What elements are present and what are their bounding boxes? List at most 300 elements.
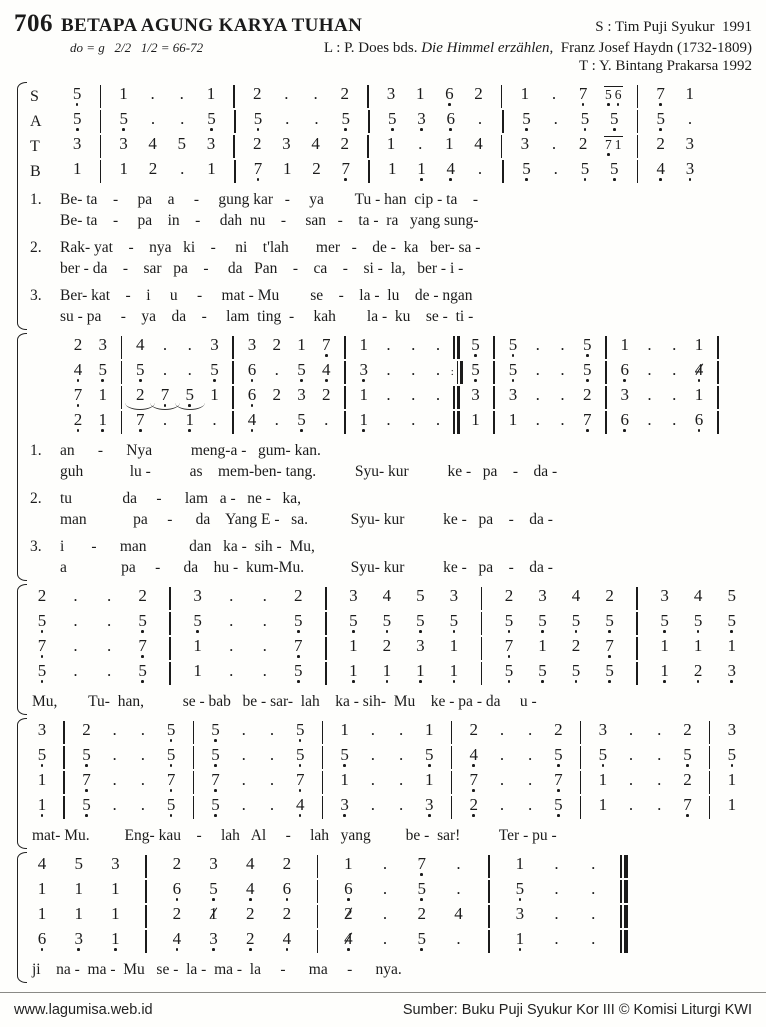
note-digit: 4 — [247, 410, 257, 429]
dot — [512, 354, 515, 357]
duration-dot — [275, 110, 299, 133]
octave-dot-below — [663, 679, 666, 684]
octave-dot-below — [141, 629, 144, 634]
octave-dot-below — [575, 679, 578, 684]
dot — [41, 948, 44, 951]
dot — [141, 655, 144, 658]
note-digit: . — [386, 385, 391, 404]
duration-dot — [103, 796, 127, 819]
note-cell — [408, 612, 432, 635]
note-cell — [314, 386, 338, 409]
duration-dot — [203, 411, 227, 434]
note-cell — [203, 361, 227, 384]
note-digit: 5 — [538, 661, 547, 680]
note-digit: 5 — [341, 109, 350, 128]
note-digit: 1 — [209, 904, 218, 923]
note-cell — [186, 612, 210, 635]
note-cell — [687, 386, 711, 409]
note-cell — [30, 905, 54, 928]
note-digit: . — [150, 109, 156, 128]
note-cell — [30, 930, 54, 953]
octave-dot-below — [575, 629, 578, 634]
voice-row — [30, 880, 630, 903]
bar-line — [483, 905, 495, 928]
dot — [299, 814, 302, 817]
duration-dot — [141, 85, 165, 108]
bar-line — [316, 746, 328, 769]
duration-dot — [153, 361, 177, 384]
octave-dot-below — [557, 788, 560, 793]
note-digit: 1 — [37, 879, 47, 898]
bar-line — [228, 135, 240, 158]
note-digit: . — [382, 879, 388, 898]
dot — [101, 429, 104, 432]
note-cell — [333, 85, 357, 108]
note-digit: 4 — [446, 159, 455, 178]
bar-line — [227, 386, 239, 409]
bar-line — [140, 855, 152, 878]
note-cell — [497, 612, 521, 635]
note-cell — [598, 662, 622, 685]
octave-dot-below — [582, 102, 585, 107]
page-title: BETAPA AGUNG KARYA TUHAN — [61, 15, 363, 36]
duration-dot — [377, 336, 401, 359]
note-digit: 1 — [74, 904, 83, 923]
note-digit: . — [411, 335, 416, 354]
octave-dot-below — [541, 629, 544, 634]
note-cell — [202, 930, 226, 953]
hymn-number: 706 — [14, 10, 53, 37]
octave-dot-below — [300, 378, 303, 383]
note-cell — [286, 587, 310, 610]
lyric-line: Mu, Tu- han, se - bab be - sar- lah ka - sih- Mu ke - pa - da u - — [32, 693, 537, 710]
lyric-group — [30, 691, 752, 712]
note-cell — [515, 110, 539, 133]
duration-dot — [662, 411, 686, 434]
note-digit: 2 — [340, 84, 349, 103]
octave-dot-below — [251, 403, 254, 408]
attribution-lagu: L : P. Does bds. Die Himmel erzählen, Franz Josef Haydn (1732-1809) — [323, 40, 752, 56]
dot — [257, 128, 260, 131]
note-digit: . — [241, 770, 246, 789]
octave-dot-below — [176, 947, 179, 952]
note-cell — [30, 746, 54, 769]
note-cell — [602, 110, 626, 133]
voice-label: T — [30, 137, 40, 155]
note-cell — [103, 855, 127, 878]
note-digit: 3 — [349, 586, 358, 605]
dot — [698, 379, 701, 382]
note-digit: 1 — [74, 879, 83, 898]
octave-dot-below — [474, 378, 477, 383]
dot — [386, 680, 389, 683]
note-digit: 5 — [605, 661, 614, 680]
bar-line — [632, 110, 644, 133]
dot — [508, 630, 511, 633]
note-cell — [686, 637, 710, 660]
dot — [76, 103, 79, 106]
note-digit: 2 — [282, 854, 292, 873]
overline-group — [604, 136, 624, 157]
octave-dot-below — [731, 763, 734, 768]
duration-dot — [219, 587, 243, 610]
note-digit: . — [657, 745, 662, 764]
voice-row — [30, 855, 630, 878]
duration-dot — [265, 411, 289, 434]
note-digit: . — [528, 770, 533, 789]
duration-dot — [638, 336, 662, 359]
duration-dot — [638, 386, 662, 409]
note-digit: 4 — [245, 879, 255, 898]
note-cell — [165, 855, 189, 878]
voice-row — [30, 411, 724, 434]
note-digit: 2 — [683, 720, 692, 739]
octave-dot-below — [76, 127, 79, 132]
dot — [608, 630, 611, 633]
bar-line — [320, 662, 332, 685]
octave-dot-below — [41, 654, 44, 659]
note-digit: . — [418, 134, 423, 153]
octave-dot-below — [286, 897, 289, 902]
bar-line — [600, 386, 612, 409]
note-cell — [203, 336, 227, 359]
dot — [582, 103, 585, 106]
note-digit: 3 — [98, 335, 107, 354]
note-digit: 5 — [508, 360, 518, 379]
note-digit: 4 — [693, 586, 703, 605]
dot — [85, 764, 88, 767]
duration-dot — [232, 771, 256, 794]
note-digit: 7 — [82, 770, 91, 789]
note-cell — [67, 905, 91, 928]
duration-dot — [131, 721, 155, 744]
note-digit: . — [180, 159, 185, 178]
duration-dot — [219, 612, 243, 635]
octave-dot-below — [325, 378, 328, 383]
octave-dot-below — [77, 403, 80, 408]
note-cell — [103, 930, 127, 953]
note-cell — [336, 930, 360, 953]
note-cell — [513, 135, 537, 158]
duration-dot — [232, 721, 256, 744]
note-digit: 4 — [282, 929, 292, 948]
note-digit: 4 — [382, 586, 392, 605]
dot — [663, 680, 666, 683]
note-digit: 2 — [312, 159, 321, 178]
bar-line — [483, 930, 495, 953]
note-cell — [314, 336, 338, 359]
note-digit: . — [535, 385, 540, 404]
duration-dot — [619, 746, 643, 769]
note-cell — [675, 746, 699, 769]
bar-line — [320, 637, 332, 660]
bar-line — [164, 662, 176, 685]
note-digit: . — [554, 879, 559, 898]
note-digit: . — [647, 360, 652, 379]
note-digit: 1 — [193, 661, 202, 680]
note-digit: . — [269, 720, 275, 739]
duration-dot — [232, 796, 256, 819]
lyric-line: ber - da - sar pa - da Pan - ca - si - la, ber - i - — [60, 260, 464, 277]
note-digit: . — [73, 661, 78, 680]
note-cell — [508, 855, 532, 878]
note-digit: 1 — [660, 661, 669, 680]
note-digit: . — [560, 385, 565, 404]
note-digit: 2 — [136, 385, 145, 404]
bar-line — [312, 880, 324, 903]
duration-dot — [219, 662, 243, 685]
octave-dot-below — [214, 813, 217, 818]
note-digit: 5 — [504, 611, 514, 630]
note-digit: . — [398, 770, 404, 789]
note-digit: 3 — [425, 795, 434, 814]
note-cell — [613, 361, 637, 384]
lyric-lines — [60, 536, 752, 578]
bar-line — [712, 386, 724, 409]
note-cell — [111, 135, 135, 158]
bar-line — [227, 411, 239, 434]
duration-dot — [260, 771, 284, 794]
octave-dot-below — [249, 897, 252, 902]
dot — [474, 379, 477, 382]
bar-line — [712, 411, 724, 434]
octave-dot-below — [519, 947, 522, 952]
dot — [325, 379, 328, 382]
dot — [472, 789, 475, 792]
octave-dot-below — [586, 378, 589, 383]
note-digit: 5 — [82, 745, 91, 764]
note-cell — [410, 880, 434, 903]
note-cell — [442, 587, 466, 610]
note-digit: . — [553, 159, 558, 178]
note-digit: 1 — [727, 795, 737, 814]
note-digit: 3 — [515, 904, 525, 923]
lyric-lines — [60, 440, 752, 482]
note-digit: 5 — [211, 795, 220, 814]
note-cell — [720, 796, 744, 819]
note-digit: 7 — [578, 84, 588, 103]
duration-dot — [253, 587, 277, 610]
attribution-terjemahan: T : Y. Bintang Prakarsa 1992 — [578, 58, 752, 74]
verse-number: 1. — [30, 191, 42, 208]
duration-dot — [170, 160, 194, 183]
note-cell — [564, 587, 588, 610]
note-digit: . — [411, 385, 416, 404]
note-digit: 4 — [295, 795, 305, 814]
dot — [214, 814, 217, 817]
note-cell — [442, 612, 466, 635]
octave-dot-below — [508, 679, 511, 684]
note-cell — [380, 110, 404, 133]
note-cell — [341, 612, 365, 635]
note-digit: 2 — [340, 134, 349, 153]
note-digit: 3 — [416, 636, 425, 655]
dot — [249, 948, 252, 951]
note-digit: . — [162, 410, 168, 429]
note-digit: . — [477, 109, 483, 128]
bar-line — [228, 85, 240, 108]
duration-dot — [518, 796, 542, 819]
note-cell — [91, 386, 115, 409]
note-digit: 7 — [469, 770, 478, 789]
note-digit: . — [386, 410, 391, 429]
note-cell — [341, 662, 365, 685]
voice-row — [30, 386, 724, 409]
octave-dot-below — [299, 813, 302, 818]
octave-dot-below — [512, 378, 515, 383]
dot — [608, 680, 611, 683]
bar-line — [58, 771, 70, 794]
dot — [214, 789, 217, 792]
voice-row — [30, 746, 744, 769]
note-cell — [91, 361, 115, 384]
note-cell — [30, 721, 54, 744]
duration-dot — [662, 386, 686, 409]
note-digit: 7 — [656, 84, 665, 103]
lyric-group — [30, 440, 752, 482]
note-digit: . — [370, 795, 375, 814]
duration-dot — [131, 746, 155, 769]
octave-dot-below — [613, 177, 616, 182]
note-digit: . — [140, 770, 145, 789]
lyric-line: i - man dan ka - sih - Mu, — [60, 538, 315, 555]
octave-dot-below — [214, 738, 217, 743]
note-digit: 3 — [660, 586, 669, 605]
dot — [77, 404, 80, 407]
note-digit: . — [187, 360, 192, 379]
dot — [730, 630, 733, 633]
note-digit: 5 — [253, 109, 263, 128]
note-cell — [334, 110, 358, 133]
note-digit: 2 — [172, 854, 182, 873]
duration-dot — [526, 411, 550, 434]
note-cell — [464, 361, 488, 384]
bar-line — [187, 796, 199, 819]
duration-dot — [518, 771, 542, 794]
bar-line — [600, 336, 612, 359]
note-digit: 3 — [620, 385, 629, 404]
duration-dot — [103, 771, 127, 794]
note-cell — [66, 386, 90, 409]
note-digit: . — [180, 109, 185, 128]
note-digit: 5 — [683, 745, 692, 764]
note-digit: 7 — [160, 385, 170, 404]
octave-dot-below — [188, 428, 191, 433]
note-digit: . — [398, 795, 404, 814]
note-digit: 1 — [449, 661, 459, 680]
bar-line — [446, 796, 458, 819]
note-digit: 3 — [206, 134, 216, 153]
dot — [512, 379, 515, 382]
voice-row — [30, 110, 702, 133]
bar-line — [712, 336, 724, 359]
note-digit: . — [370, 720, 375, 739]
lyric-line: Rak- yat - nya ki - ni t'lah mer - de - ka ber- sa - — [60, 239, 481, 256]
note-digit: 1 — [37, 795, 47, 814]
duration-dot — [662, 361, 686, 384]
bar-line — [363, 160, 375, 183]
note-digit: 5 — [522, 109, 531, 128]
note-digit: . — [382, 904, 388, 923]
octave-dot-below — [344, 177, 347, 182]
note-digit: . — [628, 720, 634, 739]
note-digit: 6 — [446, 109, 455, 128]
note-digit: 7 — [253, 159, 263, 178]
note-digit: 5 — [382, 611, 392, 630]
note-digit: 5 — [207, 109, 216, 128]
note-cell — [410, 160, 434, 183]
bar-line — [631, 612, 643, 635]
octave-dot-below — [386, 679, 389, 684]
duration-dot — [545, 905, 569, 928]
dot — [251, 379, 254, 382]
octave-dot-below — [428, 763, 431, 768]
note-cell — [30, 587, 54, 610]
note-digit: 1 — [119, 159, 128, 178]
note-digit: . — [162, 335, 168, 354]
note-cell — [462, 746, 486, 769]
bar-line — [140, 905, 152, 928]
octave-dot-below — [697, 679, 700, 684]
note-digit: 5 — [583, 335, 592, 354]
dot — [453, 630, 456, 633]
duration-dot — [526, 336, 550, 359]
note-digit: 2 — [148, 159, 158, 178]
note-digit: 1 — [520, 84, 530, 103]
dot — [170, 789, 173, 792]
dot — [449, 178, 452, 181]
note-cell — [720, 746, 744, 769]
final-barline — [618, 930, 630, 953]
note-digit: . — [285, 109, 290, 128]
dot — [188, 404, 191, 407]
note-digit: . — [262, 611, 267, 630]
note-cell — [159, 721, 183, 744]
note-digit: 3 — [508, 385, 518, 404]
note-digit: 2 — [469, 720, 478, 739]
duration-dot — [153, 336, 177, 359]
note-digit: 5 — [416, 586, 425, 605]
note-digit: 5 — [294, 611, 303, 630]
dot — [77, 429, 80, 432]
duration-dot — [64, 587, 88, 610]
note-cell — [379, 135, 403, 158]
note-digit: 5 — [580, 159, 590, 178]
note-cell — [649, 110, 673, 133]
note-digit: 3 — [538, 586, 547, 605]
note-cell — [720, 721, 744, 744]
duration-dot — [377, 411, 401, 434]
note-digit: . — [672, 335, 677, 354]
dot — [76, 128, 79, 131]
lyric-group — [30, 285, 752, 327]
note-digit: 5 — [340, 745, 349, 764]
note-digit: 3 — [74, 929, 83, 948]
note-cell — [464, 386, 488, 409]
bar-line — [312, 905, 324, 928]
note-cell — [30, 662, 54, 685]
note-digit: 5 — [538, 611, 547, 630]
octave-dot-below — [391, 127, 394, 132]
duration-dot — [373, 905, 397, 928]
note-digit: 6 — [614, 87, 622, 102]
duration-dot — [141, 110, 165, 133]
note-cell — [170, 135, 194, 158]
duration-dot — [219, 637, 243, 660]
bar-line — [575, 746, 587, 769]
note-digit: . — [591, 929, 596, 948]
octave-dot-below — [85, 788, 88, 793]
